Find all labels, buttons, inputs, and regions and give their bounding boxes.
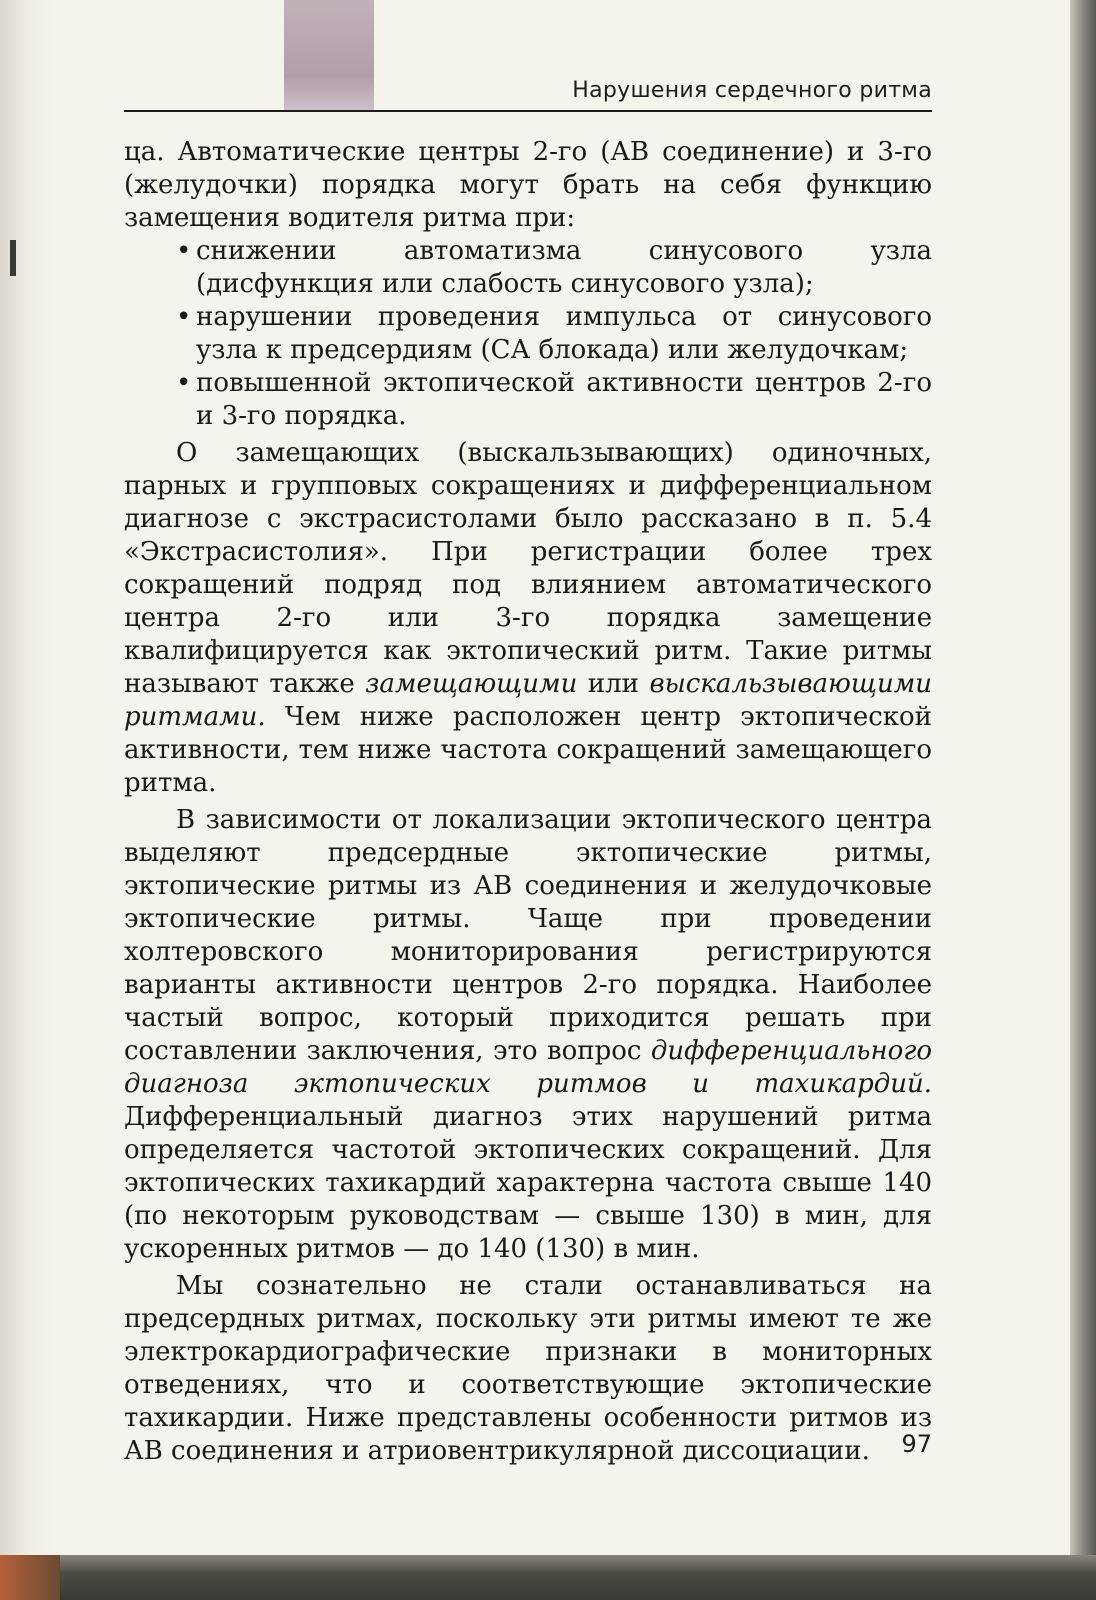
paragraph-text: Дифференциальный диагноз этих нарушений ритма определяется частотой эктопических сокращений. Для эктопических тахикардий характерна частота свыше 140 (по некоторым руководствам — свыше 130) в мин, для ускоренных ритмов — до 140 (130) в мин.	[124, 1102, 932, 1264]
bullet-icon: •	[176, 302, 192, 332]
page-number: 97	[901, 1430, 932, 1458]
list-item-text: нарушении проведения импульса от синусового узла к предсердиям (СА блокада) или желудочкам;	[196, 302, 932, 365]
bullet-icon: •	[176, 236, 192, 266]
paragraph-text: или	[587, 669, 639, 699]
scan-edge-mark	[10, 240, 16, 276]
italic-term: замещающими	[365, 669, 578, 699]
paragraph-text: Чем ниже расположен центр эктопической активности, тем ниже частота сокращений замещающего ритма.	[124, 702, 933, 798]
paragraph-text: В зависимости от локализации эктопического центра выделяют предсердные эктопические ритмы, эктопические ритмы из АВ соединения и желудочковые эктопические ритмы. Чаще при проведении холтеровского мониторирования регистрируются варианты активности центров 2-го порядка. Наиболее частый вопрос, который приходится решать при составлении заключения, это вопрос	[124, 805, 932, 1066]
book-spine-shadow	[1070, 0, 1096, 1600]
header-rule	[124, 110, 932, 112]
body-text	[124, 136, 932, 1468]
paragraph-ectopic-rhythms	[124, 804, 932, 1266]
bullet-list	[124, 235, 932, 433]
italic-term: выскальзывающими ритмами.	[124, 669, 932, 732]
bullet-icon: •	[176, 368, 192, 398]
list-item	[176, 367, 932, 433]
book-corner	[0, 1555, 60, 1600]
italic-term: дифференциального диагноза эктопических ритмов и тахикардий.	[124, 1036, 933, 1099]
list-item	[176, 235, 932, 301]
paragraph-atrial-rhythms: Мы сознательно не стали останавливаться на предсердных ритмах, поскольку эти ритмы имеют те же электрокардиографические признаки в мониторных отведениях, что и соответствующие эктопические тахикардии. Ниже представлены особенности ритмов из АВ соединения и атриовентрикулярной диссоциации.	[124, 1271, 932, 1466]
list-item-text: повышенной эктопической активности центров 2-го и 3-го порядка.	[196, 368, 932, 431]
intro-paragraph: ца. Автоматические центры 2-го (АВ соединение) и 3-го (желудочки) порядка могут брать на себя функцию замещения водителя ритма при:	[124, 137, 932, 233]
running-title: Нарушения сердечного ритма	[572, 78, 932, 103]
paragraph-text: О замещающих (выскальзывающих) одиночных, парных и групповых сокращениях и дифференциальном диагнозе с экстрасистолами было рассказано в п. 5.4 «Экстрасистолия». При регистрации более трех сокращений подряд под влиянием автоматического центра 2-го или 3-го порядка замещение квалифицируется как эктопический ритм. Такие ритмы называют также	[124, 438, 932, 699]
book-edge-bottom	[0, 1555, 1096, 1600]
paragraph-replacement-beats	[124, 437, 932, 800]
list-item	[176, 301, 932, 367]
list-item-text: снижении автоматизма синусового узла (дисфункция или слабость синусового узла);	[196, 236, 932, 299]
